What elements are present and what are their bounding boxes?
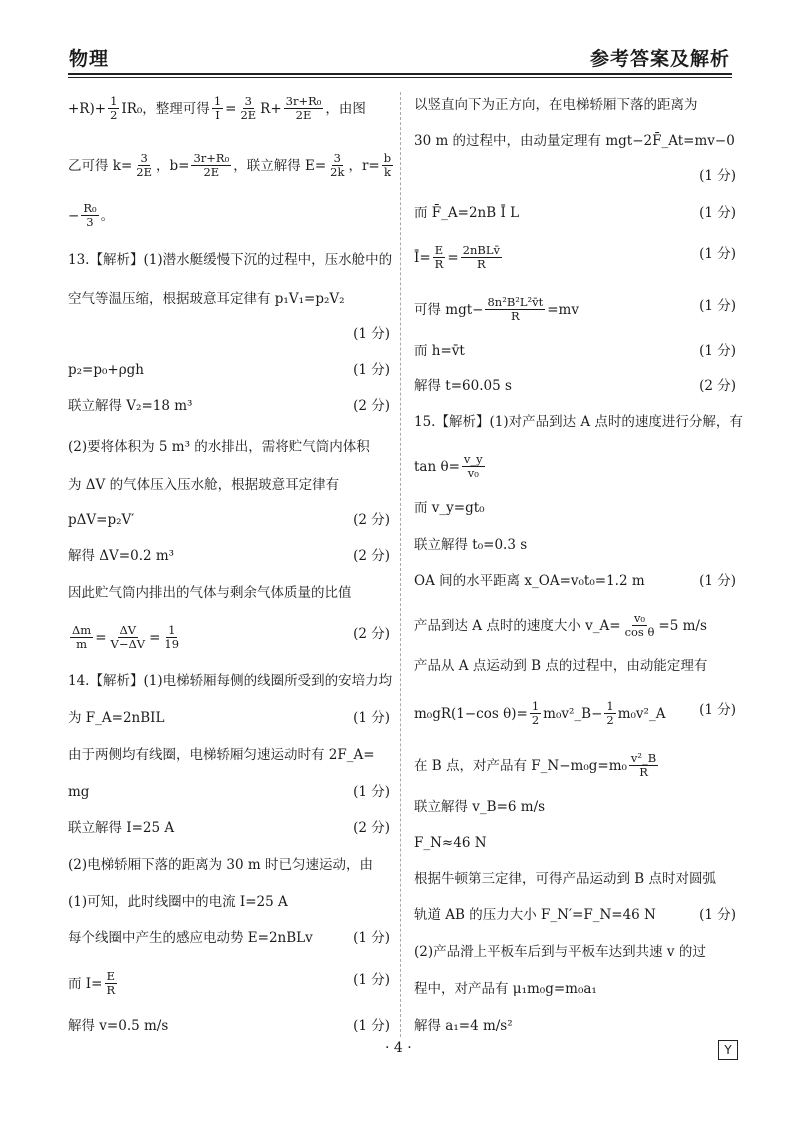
q13-line-8: 解得 ΔV=0.2 m³ (2 分) [68,548,390,564]
header-section: 参考答案及解析 [589,48,730,70]
right-line-2: 30 m 的过程中，由动量定理有 mgt−2F̄_At=mv−0 [414,133,735,149]
left-line-1: +R)+ $\frac{1}{2}$ IR₀，整理可得 $\frac{1}{I}$ = $\frac{3}{2E}$ R+ $\frac{\text{3r+R₀}}{2E}$ ，由图 [68,94,366,122]
q15-line-5: OA 间的水平距离 x_OA=v₀t₀=1.2 m (1 分) [414,573,736,589]
q15-line-14: (2)产品滑上平板车后到与平板车达到共速 v 的过 [414,944,706,960]
q15-line-15: 程中，对产品有 μ₁m₀g=m₀a₁ [414,981,597,997]
q14-line-1: 14.【解析】(1)电梯轿厢每侧的线圈所受到的安培力均 [68,673,393,689]
header-rule-thin [68,77,732,78]
q15-line-9: 在 B 点，对产品有 F_N−m₀g=m₀ $\frac{\text{v²\_B}}{R}$ [414,751,657,779]
right-line-7: 解得 t=60.05 s (2 分) [414,378,736,394]
q13-line-3: p₂=p₀+ρgh (1 分) [68,362,390,378]
right-line-5: 可得 mgt− $\frac{\text{8n²B²L²v̄t}}{R}$ =mv (1 分) [414,295,736,323]
q14-line-8: 每个线圈中产生的感应电动势 E=2nBLv (1 分) [68,930,390,946]
q13-line-10: $\frac{\Delta m}{m}$ = $\frac{\Delta V}{V-\Delta V}$ = $\frac{1}{19}$ (2 分) [72,623,390,651]
right-line-1: 以竖直向下为正方向，在电梯轿厢下落的距离为 [414,97,698,113]
left-line-2: 乙可得 k= $\frac{3}{2E}$ ，b= $\frac{\text{3r+R₀}}{2E}$ ，联立解得 E= $\frac{3}{2k}$ ，r= $\frac{b}{k}$ [68,151,392,179]
q15-line-6: 产品到达 A 点时的速度大小 v_A= $\frac{\text{v₀}}{\text{cos θ}}$ =5 m/s [414,611,707,639]
q15-line-7: 产品从 A 点运动到 B 点的过程中，由动能定理有 [414,658,708,674]
q15-line-16: 解得 a₁=4 m/s² [414,1018,513,1034]
q13-line-6: 为 ΔV 的气体压入压水舱，根据玻意耳定律有 [68,477,340,493]
q13-line-9: 因此贮气筒内排出的气体与剩余气体质量的比值 [68,585,352,601]
q15-line-13: 轨道 AB 的压力大小 F_N′=F_N=46 N (1 分) [414,907,736,923]
q13-line-2: 空气等温压缩，根据玻意耳定律有 p₁V₁=p₂V₂ [68,291,345,307]
right-line-6: 而 h=v̄t (1 分) [414,343,736,359]
header-rule-thick [68,73,732,75]
q15-line-11: F_N≈46 N [414,835,487,851]
q14-line-6: (2)电梯轿厢下落的距离为 30 m 时已匀速运动，由 [68,857,373,873]
q15-line-1: 15.【解析】(1)对产品到达 A 点时的速度进行分解，有 [414,414,743,430]
q14-line-7: (1)可知，此时线圈中的电流 I=25 A [68,894,288,910]
q13-line-1: 13.【解析】(1)潜水艇缓慢下沉的过程中，压水舱中的 [68,252,393,268]
q15-line-12: 根据牛顿第三定律，可得产品运动到 B 点时对圆弧 [414,871,717,887]
q15-line-2: tan θ= $\frac{v\_y}{\text{v₀}}$ [414,452,483,480]
q14-line-4: mg (1 分) [68,784,390,800]
q15-line-4: 联立解得 t₀=0.3 s [414,537,528,553]
q14-line-9: 而 I= $\frac{E}{R}$ (1 分) [68,969,390,997]
page-number: · 4 · [385,1040,412,1056]
left-line-3: − $\frac{\text{R₀}}{3}$ 。 [68,201,115,229]
column-divider [400,92,401,1037]
q14-line-5: 联立解得 I=25 A (2 分) [68,820,390,836]
q13-line-4: 联立解得 V₂=18 m³ (2 分) [68,398,390,414]
q13-line-7: pΔV=p₂V′ (2 分) [68,512,390,528]
header-subject: 物理 [69,48,110,70]
q15-line-10: 联立解得 v_B=6 m/s [414,799,546,815]
right-line-4: Ī= $\frac{E}{R}$ = $\frac{\text{2nBLv̄}}{R}$ (1 分) [414,243,736,271]
q14-line-10: 解得 v=0.5 m/s (1 分) [68,1018,390,1034]
version-mark: Y [718,1040,738,1060]
q13-line-5: (2)要将体积为 5 m³ 的水排出，需将贮气筒内体积 [68,439,370,455]
q15-line-3: 而 v_y=gt₀ [414,500,485,516]
q15-line-8: m₀gR(1−cos θ)= $\frac{1}{2}$ m₀v²_B− $\frac{1}{2}$ m₀v²_A (1 分) [414,699,736,727]
q14-line-3: 由于两侧均有线圈，电梯轿厢匀速运动时有 2F_A= [68,747,375,763]
q14-line-2: 为 F_A=2nBIL (1 分) [68,710,390,726]
right-line-3: 而 F̄_A=2nB Ī L (1 分) [414,205,736,221]
